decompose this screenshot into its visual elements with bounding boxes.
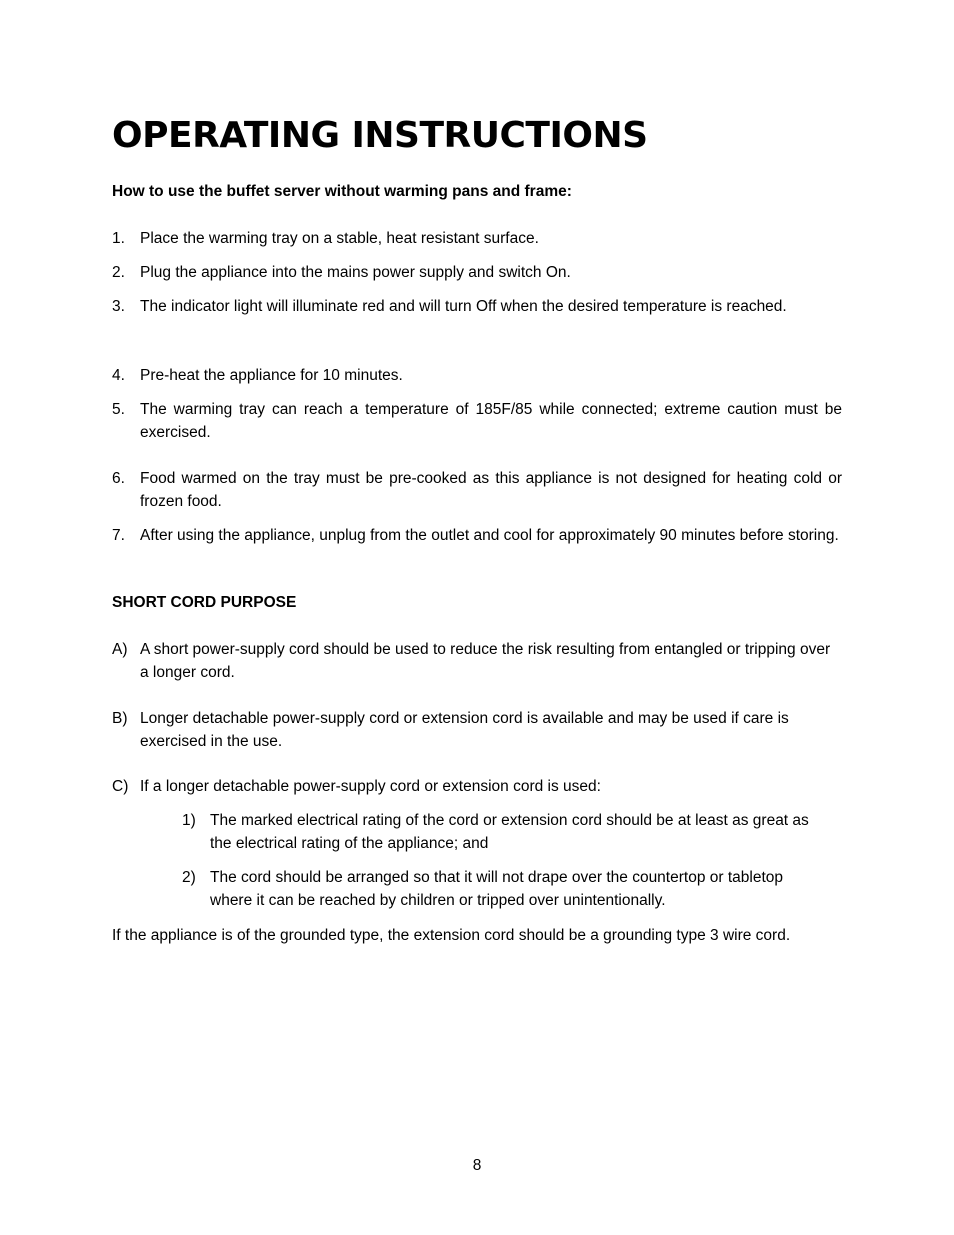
page-number: 8 (472, 1157, 482, 1174)
short-cord-heading: SHORT CORD PURPOSE (112, 594, 297, 611)
cord-item (112, 775, 842, 798)
cord-sub-marker: 2) (182, 869, 196, 886)
cord-item-text: A short power-supply cord should be used to reduce the risk resulting from entangled or tripping over a longer cord. (140, 641, 831, 681)
cord-sub-item (182, 866, 822, 912)
step-marker: 3. (112, 298, 125, 315)
page-title: OPERATING INSTRUCTIONS (112, 115, 648, 156)
step-item (112, 295, 842, 318)
step-marker: 5. (112, 401, 125, 418)
cord-item-marker: C) (112, 778, 129, 795)
cord-item-text: If a longer detachable power-supply cord or extension cord is used: (140, 778, 601, 795)
step-text: The warming tray can reach a temperature of 185F/85 while connected; extreme caution must be exercised. (140, 401, 842, 441)
step-marker: 2. (112, 264, 125, 281)
section-subheading: How to use the buffet server without warming pans and frame: (112, 183, 572, 200)
step-marker: 6. (112, 470, 125, 487)
cord-item-marker: A) (112, 641, 128, 658)
step-text: The indicator light will illuminate red and will turn Off when the desired temperature is reached. (140, 298, 787, 315)
step-text: Plug the appliance into the mains power supply and switch On. (140, 264, 571, 281)
step-marker: 1. (112, 230, 125, 247)
step-item (112, 398, 842, 444)
cord-sub-item (182, 809, 822, 855)
step-text: Food warmed on the tray must be pre-cooked as this appliance is not designed for heating cold or frozen food. (140, 470, 842, 510)
step-marker: 7. (112, 527, 125, 544)
step-text: Place the warming tray on a stable, heat resistant surface. (140, 230, 539, 247)
step-item (112, 261, 842, 284)
cord-sub-text: The cord should be arranged so that it will not drape over the countertop or tabletop where it can be reached by children or tripped over unintentionally. (210, 869, 783, 909)
cord-sub-text: The marked electrical rating of the cord or extension cord should be at least as great as the electrical rating of the appliance; and (210, 812, 809, 852)
step-text: Pre-heat the appliance for 10 minutes. (140, 367, 403, 384)
cord-item-marker: B) (112, 710, 128, 727)
step-item (112, 524, 842, 547)
step-item (112, 227, 842, 250)
cord-sub-marker: 1) (182, 812, 196, 829)
grounding-note: If the appliance is of the grounded type, the extension cord should be a grounding type 3 wire cord. (112, 927, 791, 944)
cord-item (112, 707, 842, 753)
step-item (112, 467, 842, 513)
step-marker: 4. (112, 367, 125, 384)
cord-item-text: Longer detachable power-supply cord or extension cord is available and may be used if care is exercised in the use. (140, 710, 789, 750)
step-item (112, 364, 842, 387)
cord-item (112, 638, 842, 684)
step-text: After using the appliance, unplug from the outlet and cool for approximately 90 minutes before storing. (140, 527, 839, 544)
